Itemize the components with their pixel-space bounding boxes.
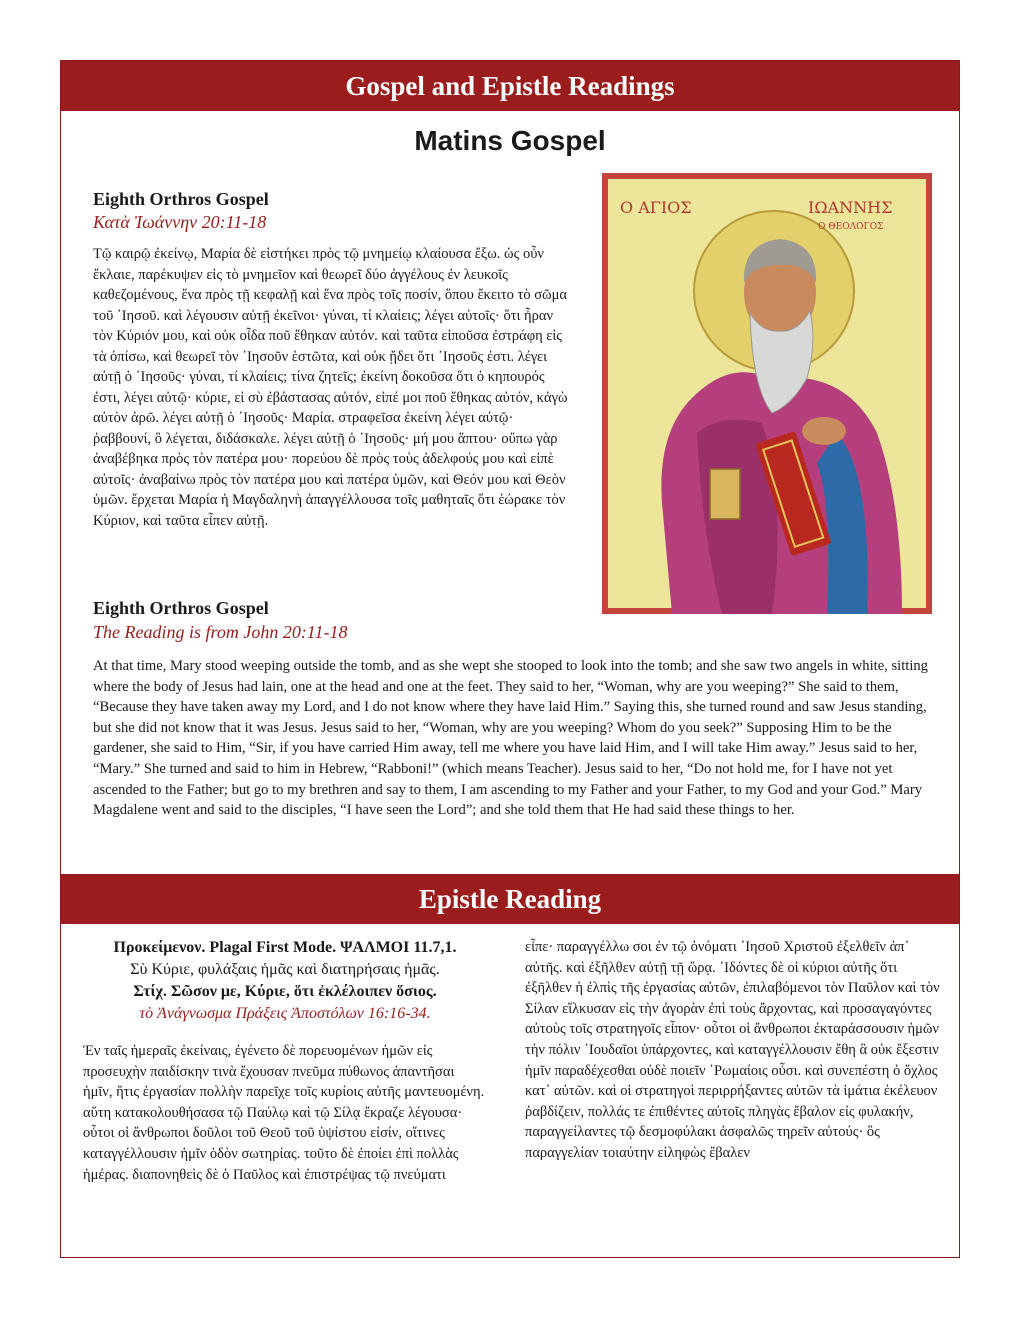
icon-inscription-right-sub: Ο ΘΕΟΛΟΓΟΣ [818, 222, 884, 232]
hand [802, 417, 846, 445]
prokeimenon-title: Προκείμενον. Plagal First Mode. ΨΑΛΜΟΙ 11.7,1. [113, 939, 457, 956]
english-gospel-reference: The Reading is from John 20:11-18 [93, 622, 348, 642]
english-gospel-heading: Eighth Orthros Gospel [93, 598, 269, 618]
scroll-case [710, 469, 740, 519]
saint-john-icon-image [602, 173, 932, 614]
epistle-reference: τὸ Ἀνάγνωσμα Πράξεις Ἀποστόλων 16:16-34. [139, 1005, 431, 1022]
epistle-text-right: εἶπε· παραγγέλλω σοι ἐν τῷ ὀνόματι ᾿Ιησοῦ Χριστοῦ ἐξελθεῖν ἀπ᾿ αὐτῆς. καὶ ἐξῆλθεν αὐτῇ τῇ ὥρᾳ. ᾿Ιδόντες δὲ οἱ κύριοι αὐτῆς ὅτι ἐξῆλθεν ἡ ἐλπὶς τῆς ἐργασίας αὐτῶν, ἐπιλαβόμενοι τὸν Παῦλον καὶ τὸν Σίλαν εἵλκυσαν εἰς τὴν ἀγορὰν ἐπὶ τοὺς ἄρχοντας, καὶ προσαγαγόντες αὐτοὺς τοῖς στρατηγοῖς εἶπον· οὗτοι οἱ ἄνθρωποι ἐκταράσσουσιν ἡμῶν τὴν πόλιν ᾿Ιουδαῖοι ὑπάρχοντες, καὶ καταγγέλλουσιν ἔθη ἃ οὐκ ἔξεστιν ἡμῖν παραδέχεσθαι οὐδὲ ποιεῖν ῾Ρωμαίοις οὖσι. καὶ συνεπέστη ὁ ὄχλος κατ᾿ αὐτῶν. καὶ οἱ στρατηγοὶ περιρρήξαντες αὐτῶν τὰ ἱμάτια ἐκέλευον ῥαβδίζειν, πολλάς τε ἐπιθέντες αὐτοῖς πληγὰς ἔβαλον εἰς φυλακήν, παραγγείλαντες τῷ δεσμοφύλακι ἀσφαλῶς τηρεῖν αὐτούς· ὃς παραγγελίαν τοιαύτην εἰληφὼς ἔβαλεν [525, 939, 940, 1161]
greek-gospel-reference: Κατὰ Ἰωάννην 20:11-18 [93, 212, 267, 232]
icon-inscription-right: ΙΩΑΝΝΗΣ [808, 198, 893, 217]
icon-illustration [602, 173, 932, 614]
prokeimenon-line: Σὺ Κύριε, φυλάξαις ἡμᾶς καὶ διατηρήσαις ἡμᾶς. [130, 961, 440, 978]
section-banner-epistle: Epistle Reading [61, 874, 959, 924]
epistle-left-column [83, 937, 487, 1185]
prokeimenon-verse: Στίχ. Σῶσον με, Κύριε, ὅτι ἐκλέλοιπεν ὅσιος. [133, 983, 437, 1000]
greek-gospel-heading: Eighth Orthros Gospel [93, 189, 269, 209]
matins-gospel-title: Matins Gospel [414, 125, 606, 156]
section-banner-gospel: Gospel and Epistle Readings [61, 61, 959, 111]
page-frame [60, 60, 960, 1258]
english-gospel-text: At that time, Mary stood weeping outside the tomb, and as she wept she stooped to look into the tomb; and she saw two angels in white, sitting where the body of Jesus had lain, one at the head and one at the feet. They said to her, “Woman, why are you weeping?” She said to them, “Because they have taken away my Lord, and I do not know where they have laid Him.” Saying this, she turned round and saw Jesus standing, but she did not know that it was Jesus. Jesus said to her, “Woman, why are you weeping? Whom do you seek?” Supposing Him to be the gardener, she said to Him, “Sir, if you have carried Him away, tell me where you have laid Him, and I will take Him away.” Jesus said to her, “Mary.” She turned and said to him in Hebrew, “Rabboni!” (which means Teacher). Jesus said to her, “Do not hold me, for I have not yet ascended to the Father; but go to my brethren and say to them, I am ascending to my Father and your Father, to my God and your God.” Mary Magdalene went and said to the disciples, “I have seen the Lord”; and she told them that He had said these things to her. [93, 658, 928, 819]
greek-gospel-text: Τῷ καιρῷ ἐκείνῳ, Μαρία δὲ εἱστήκει πρὸς τῷ μνημείῳ κλαίουσα ἔξω. ὡς οὖν ἔκλαιε, παρέκυψεν εἰς τὸ μνημεῖον καὶ θεωρεῖ δύο ἀγγέλους ἐν λευκοῖς καθεζομένους, ἕνα πρὸς τῇ κεφαλῇ καὶ ἕνα πρὸς τοῖς ποσίν, ὅπου ἔκειτο τὸ σῶμα τοῦ ᾿Ιησοῦ. καὶ λέγουσιν αὐτῇ ἐκεῖνοι· γύναι, τί κλαίεις; λέγει αὐτοῖς· ὅτι ἦραν τὸν Κύριόν μου, καὶ οὐκ οἶδα ποῦ ἔθηκαν αὐτόν. καὶ ταῦτα εἰποῦσα ἐστράφη εἰς τὰ ὀπίσω, καὶ θεωρεῖ τὸν ᾿Ιησοῦν ἑστῶτα, καὶ οὐκ ᾔδει ὅτι ᾿Ιησοῦς ἐστι. λέγει αὐτῇ ὁ ᾿Ιησοῦς· γύναι, τί κλαίεις; τίνα ζητεῖς; ἐκείνη δοκοῦσα ὅτι ὁ κηπουρός ἐστι, λέγει αὐτῷ· κύριε, εἰ σὺ ἐβάστασας αὐτόν, εἰπέ μοι ποῦ ἔθηκας αὐτόν, κἀγὼ αὐτὸν ἀρῶ. λέγει αὐτῇ ὁ ᾿Ιησοῦς· Μαρία. στραφεῖσα ἐκείνη λέγει αὐτῷ· ῥαββουνί, ὃ λέγεται, διδάσκαλε. λέγει αὐτῇ ὁ ᾿Ιησοῦς· μή μου ἅπτου· οὔπω γὰρ ἀναβέβηκα πρὸς τὸν πατέρα μου· πορεύου δὲ πρὸς τοὺς ἀδελφούς μου καὶ εἰπὲ αὐτοῖς· ἀναβαίνω πρὸς τὸν πατέρα μου καὶ πατέρα ὑμῶν, καὶ Θεόν μου καὶ Θεὸν ὑμῶν. ἔρχεται Μαρία ἡ Μαγδαληνὴ ἀπαγγέλλουσα τοῖς μαθηταῖς ὅτι ἑώρακε τὸν Κύριον, καὶ ταῦτα εἶπεν αὐτῇ. [93, 246, 568, 529]
prokeimenon-block [83, 937, 487, 1025]
epistle-text-left: Ἐν ταῖς ἡμεραῖς ἐκείναις, ἐγένετο δὲ πορευομένων ἡμῶν εἰς προσευχὴν παιδίσκην τινὰ ἔχουσαν πνεῦμα πύθωνος ἀπαντῆσαι ἡμῖν, ἥτις ἐργασίαν πολλὴν παρεῖχε τοῖς κυρίοις αὐτῆς μαντευομένη. αὕτη κατακολουθήσασα τῷ Παύλῳ καὶ τῷ Σίλᾳ ἔκραζε λέγουσα· οὗτοι οἱ ἄνθρωποι δοῦλοι τοῦ Θεοῦ τοῦ ὑψίστου εἰσίν, οἵτινες καταγγέλλουσιν ἡμῖν ὁδὸν σωτηρίας. τοῦτο δὲ ἐποίει ἐπὶ πολλὰς ἡμέρας. διαπονηθεὶς δὲ ὁ Παῦλος καὶ ἐπιστρέψας τῷ πνεύματι [83, 1043, 485, 1183]
icon-inscription-left: Ο ΑΓΙΟΣ [620, 198, 692, 217]
